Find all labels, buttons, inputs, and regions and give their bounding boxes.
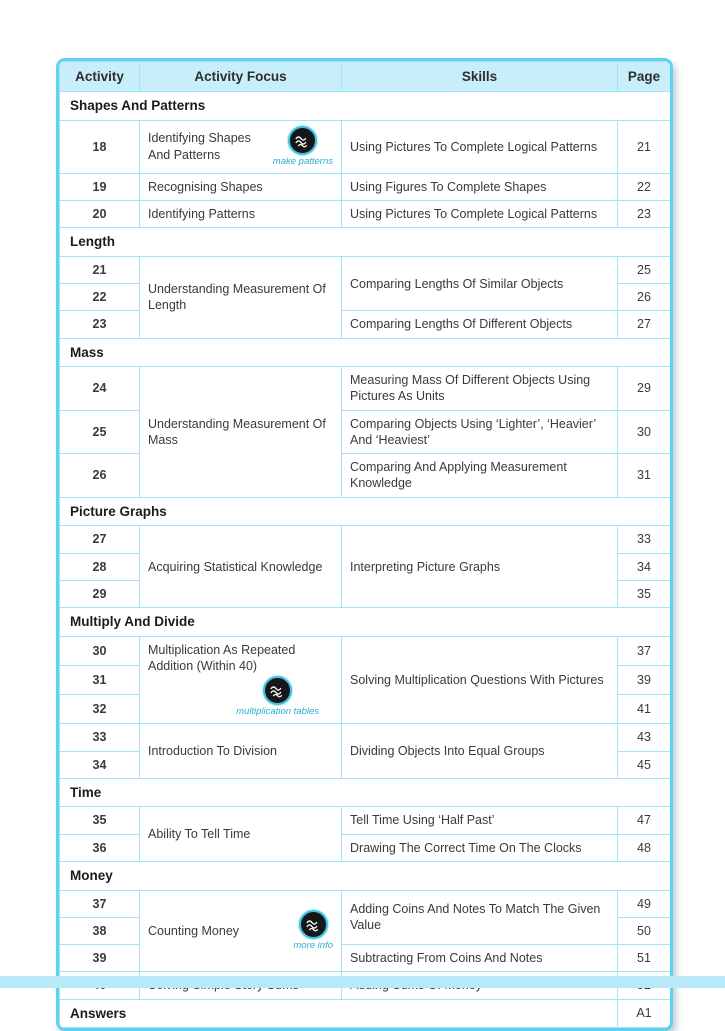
toc-row (60, 120, 671, 173)
page-cell: 23 (618, 201, 671, 228)
section-title: Mass (60, 338, 671, 367)
section-title: Picture Graphs (60, 497, 671, 526)
activity-cell: 18 (60, 120, 140, 173)
skills-cell: Solving Multiplication Questions With Pictures (342, 636, 618, 724)
activity-cell: 24 (60, 367, 140, 411)
activity-cell: 20 (60, 201, 140, 228)
activity-cell: 34 (60, 751, 140, 778)
page-cell: 27 (618, 311, 671, 338)
next-page-edge (0, 976, 725, 988)
toc-row (60, 526, 671, 553)
stamp-icon (263, 676, 292, 705)
page-cell: 50 (618, 917, 671, 944)
skills-cell: Interpreting Picture Graphs (342, 526, 618, 608)
focus-with-stamp (148, 910, 333, 952)
page-cell: 25 (618, 256, 671, 283)
focus-cell (140, 636, 342, 724)
page-cell: 26 (618, 284, 671, 311)
section-row (60, 338, 671, 367)
activity-cell: 36 (60, 834, 140, 861)
section-title: Money (60, 861, 671, 890)
toc-row (60, 724, 671, 751)
focus-cell (140, 120, 342, 173)
activity-cell: 28 (60, 553, 140, 580)
focus-cell: Identifying Patterns (140, 201, 342, 228)
skills-cell: Measuring Mass Of Different Objects Using Pictures As Units (342, 367, 618, 411)
page-cell: 34 (618, 553, 671, 580)
section-row (60, 999, 671, 1028)
page-cell: 45 (618, 751, 671, 778)
activity-cell: 32 (60, 695, 140, 724)
skills-cell: Comparing Lengths Of Different Objects (342, 311, 618, 338)
focus-cell: Understanding Measurement Of Mass (140, 367, 342, 498)
section-title: Length (60, 228, 671, 257)
section-row (60, 861, 671, 890)
skills-cell: Drawing The Correct Time On The Clocks (342, 834, 618, 861)
toc-row (60, 367, 671, 411)
section-row (60, 228, 671, 257)
section-title: Answers (60, 999, 618, 1028)
skills-cell: Dividing Objects Into Equal Groups (342, 724, 618, 779)
skills-cell: Using Figures To Complete Shapes (342, 173, 618, 200)
page-cell: 49 (618, 890, 671, 917)
activity-cell: 38 (60, 917, 140, 944)
activity-focus-text: Multiplication As Repeated Addition (Within 40) (148, 642, 296, 673)
stamp-scribble-icon (293, 131, 312, 150)
skills-cell: Comparing Lengths Of Similar Objects (342, 256, 618, 311)
focus-cell: Introduction To Division (140, 724, 342, 779)
page-cell: 35 (618, 580, 671, 607)
toc-row (60, 201, 671, 228)
page-cell: 30 (618, 410, 671, 454)
skills-cell: Using Pictures To Complete Logical Patterns (342, 201, 618, 228)
activity-cell: 35 (60, 807, 140, 834)
section-title: Shapes And Patterns (60, 92, 671, 121)
section-row (60, 778, 671, 807)
focus-cell: Ability To Tell Time (140, 807, 342, 862)
section-title: Time (60, 778, 671, 807)
focus-cell (140, 890, 342, 972)
toc-row (60, 636, 671, 665)
toc-body (60, 92, 671, 1028)
section-row (60, 497, 671, 526)
page-cell: 21 (618, 120, 671, 173)
header-row (60, 62, 671, 92)
page-cell: 47 (618, 807, 671, 834)
focus-cell: Understanding Measurement Of Length (140, 256, 342, 338)
stamp-scribble-icon (268, 681, 287, 700)
stamp-caption: multiplication tables (236, 706, 319, 718)
page-cell: 48 (618, 834, 671, 861)
toc-row (60, 173, 671, 200)
activity-cell: 31 (60, 665, 140, 694)
stamp-badge (293, 910, 333, 952)
page-cell: 29 (618, 367, 671, 411)
activity-cell: 39 (60, 945, 140, 972)
activity-cell: 23 (60, 311, 140, 338)
focus-with-stamp (148, 126, 333, 168)
activity-cell: 27 (60, 526, 140, 553)
page-cell: 33 (618, 526, 671, 553)
stamp-icon (299, 910, 328, 939)
toc-frame (56, 58, 673, 1031)
skills-cell: Using Pictures To Complete Logical Patterns (342, 120, 618, 173)
page-cell: 37 (618, 636, 671, 665)
stamp-badge (236, 676, 319, 718)
section-row (60, 608, 671, 637)
toc-row (60, 890, 671, 917)
activity-cell: 25 (60, 410, 140, 454)
focus-with-stamp (148, 642, 333, 719)
activity-cell: 37 (60, 890, 140, 917)
focus-cell: Acquiring Statistical Knowledge (140, 526, 342, 608)
page-cell: 31 (618, 454, 671, 498)
column-header-activity: Activity (60, 62, 140, 92)
page-cell: 22 (618, 173, 671, 200)
stamp-caption: make patterns (272, 155, 333, 167)
page-cell: 51 (618, 945, 671, 972)
activity-cell: 21 (60, 256, 140, 283)
activity-focus-text: Counting Money (148, 923, 240, 938)
stamp-icon (288, 126, 317, 155)
skills-cell: Comparing Objects Using ‘Lighter’, ‘Heavier’ And ‘Heaviest’ (342, 410, 618, 454)
activity-focus-text: Identifying Shapes And Patterns (148, 131, 251, 162)
skills-cell: Tell Time Using ‘Half Past’ (342, 807, 618, 834)
skills-cell: Adding Coins And Notes To Match The Given Value (342, 890, 618, 945)
focus-cell: Recognising Shapes (140, 173, 342, 200)
stamp-scribble-icon (304, 915, 323, 934)
column-header-activity-focus: Activity Focus (140, 62, 342, 92)
skills-cell: Comparing And Applying Measurement Knowledge (342, 454, 618, 498)
activity-cell: 19 (60, 173, 140, 200)
page-cell: 41 (618, 695, 671, 724)
toc-table (59, 61, 671, 1028)
column-header-skills: Skills (342, 62, 618, 92)
page-cell: 43 (618, 724, 671, 751)
toc-row (60, 807, 671, 834)
activity-cell: 30 (60, 636, 140, 665)
activity-cell: 22 (60, 284, 140, 311)
activity-cell: 29 (60, 580, 140, 607)
section-page-cell: A1 (618, 999, 671, 1028)
toc-head (60, 62, 671, 92)
activity-cell: 33 (60, 724, 140, 751)
section-row (60, 92, 671, 121)
skills-cell: Subtracting From Coins And Notes (342, 945, 618, 972)
activity-cell: 26 (60, 454, 140, 498)
stamp-caption: more info (293, 939, 333, 951)
page-cell: 39 (618, 665, 671, 694)
toc-row (60, 256, 671, 283)
section-title: Multiply And Divide (60, 608, 671, 637)
column-header-page: Page (618, 62, 671, 92)
stamp-badge (273, 126, 333, 168)
